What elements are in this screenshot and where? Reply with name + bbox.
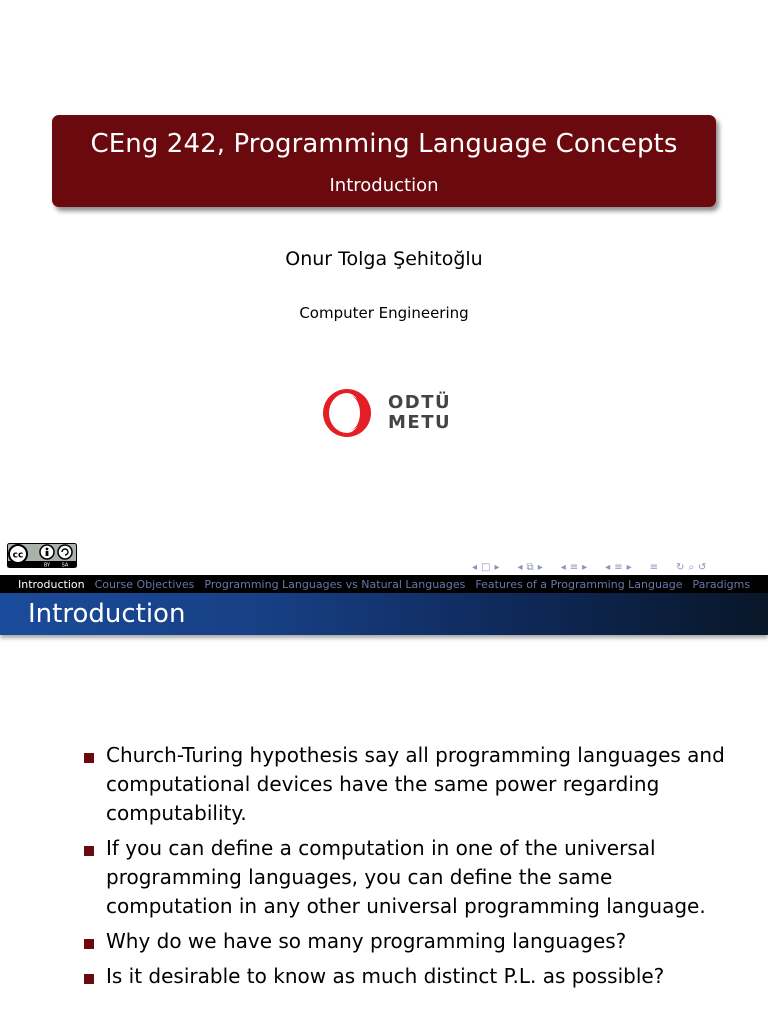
creative-commons-badge[interactable] (7, 543, 77, 568)
section-navigation-bar (0, 575, 768, 593)
presentation-title: CEng 242, Programming Language Concepts (90, 129, 678, 159)
logo-line-odtu: ODTÜ (388, 392, 452, 413)
nav-frame-icon[interactable]: □ (481, 561, 491, 573)
list-item: If you can define a computation in one of the universal programming languages, you can define the same computation in any other universal programming language. (84, 834, 744, 921)
introduction-slide (0, 575, 768, 1024)
by-label: BY (43, 562, 51, 568)
nav-next-arrow-icon[interactable]: ▸ (582, 561, 588, 573)
nav-document-icon[interactable]: ≡ (614, 561, 623, 573)
sa-label: SA (61, 562, 69, 568)
nav-subsection-icon[interactable]: ⧉ (526, 561, 534, 573)
nav-section-pl-vs-natural[interactable]: Programming Languages vs Natural Languages (204, 577, 466, 591)
nav-prev-arrow-icon[interactable]: ◂ (605, 561, 611, 573)
nav-section-paradigms[interactable]: Paradigms (692, 577, 751, 591)
nav-appendix-icon[interactable]: ≡ (649, 561, 659, 573)
nav-prev-arrow-icon[interactable]: ◂ (560, 561, 566, 573)
frame-title-bar (0, 593, 768, 635)
nav-section-icon[interactable]: ≡ (569, 561, 579, 573)
nav-next-arrow-icon[interactable]: ▸ (537, 561, 543, 573)
frame-title: Introduction (28, 599, 186, 629)
cc-label: cc (12, 550, 24, 561)
list-item: Is it desirable to know as much distinct P.L. as possible? (84, 962, 744, 991)
logo-text (388, 393, 451, 433)
bullet-list (84, 741, 744, 997)
presentation-subtitle: Introduction (329, 175, 439, 196)
nav-forward-icon[interactable]: ↺ (698, 561, 707, 573)
nav-prev-arrow-icon[interactable]: ◂ (472, 561, 478, 573)
nav-section-course-objectives[interactable]: Course Objectives (94, 577, 195, 591)
nav-next-arrow-icon[interactable]: ▸ (494, 561, 500, 573)
list-item: Why do we have so many programming languages? (84, 927, 744, 956)
nav-section-features[interactable]: Features of a Programming Language (475, 577, 683, 591)
metu-logo (320, 387, 450, 439)
nav-back-icon[interactable]: ↻ (676, 561, 685, 573)
metu-logo-icon (320, 387, 378, 439)
nav-prev-arrow-icon[interactable]: ◂ (517, 561, 523, 573)
beamer-navigation-symbols[interactable] (472, 560, 706, 574)
logo-line-metu: METU (388, 412, 452, 433)
nav-next-arrow-icon[interactable]: ▸ (626, 561, 632, 573)
institute-name: Computer Engineering (299, 304, 469, 322)
nav-section-introduction[interactable]: Introduction (18, 577, 85, 591)
list-item: Church-Turing hypothesis say all programming languages and computational devices have the same power regarding computability. (84, 741, 744, 828)
title-box (52, 115, 716, 207)
nav-search-icon[interactable]: ⌕ (688, 561, 695, 573)
author-name: Onur Tolga Şehitoğlu (285, 248, 483, 270)
